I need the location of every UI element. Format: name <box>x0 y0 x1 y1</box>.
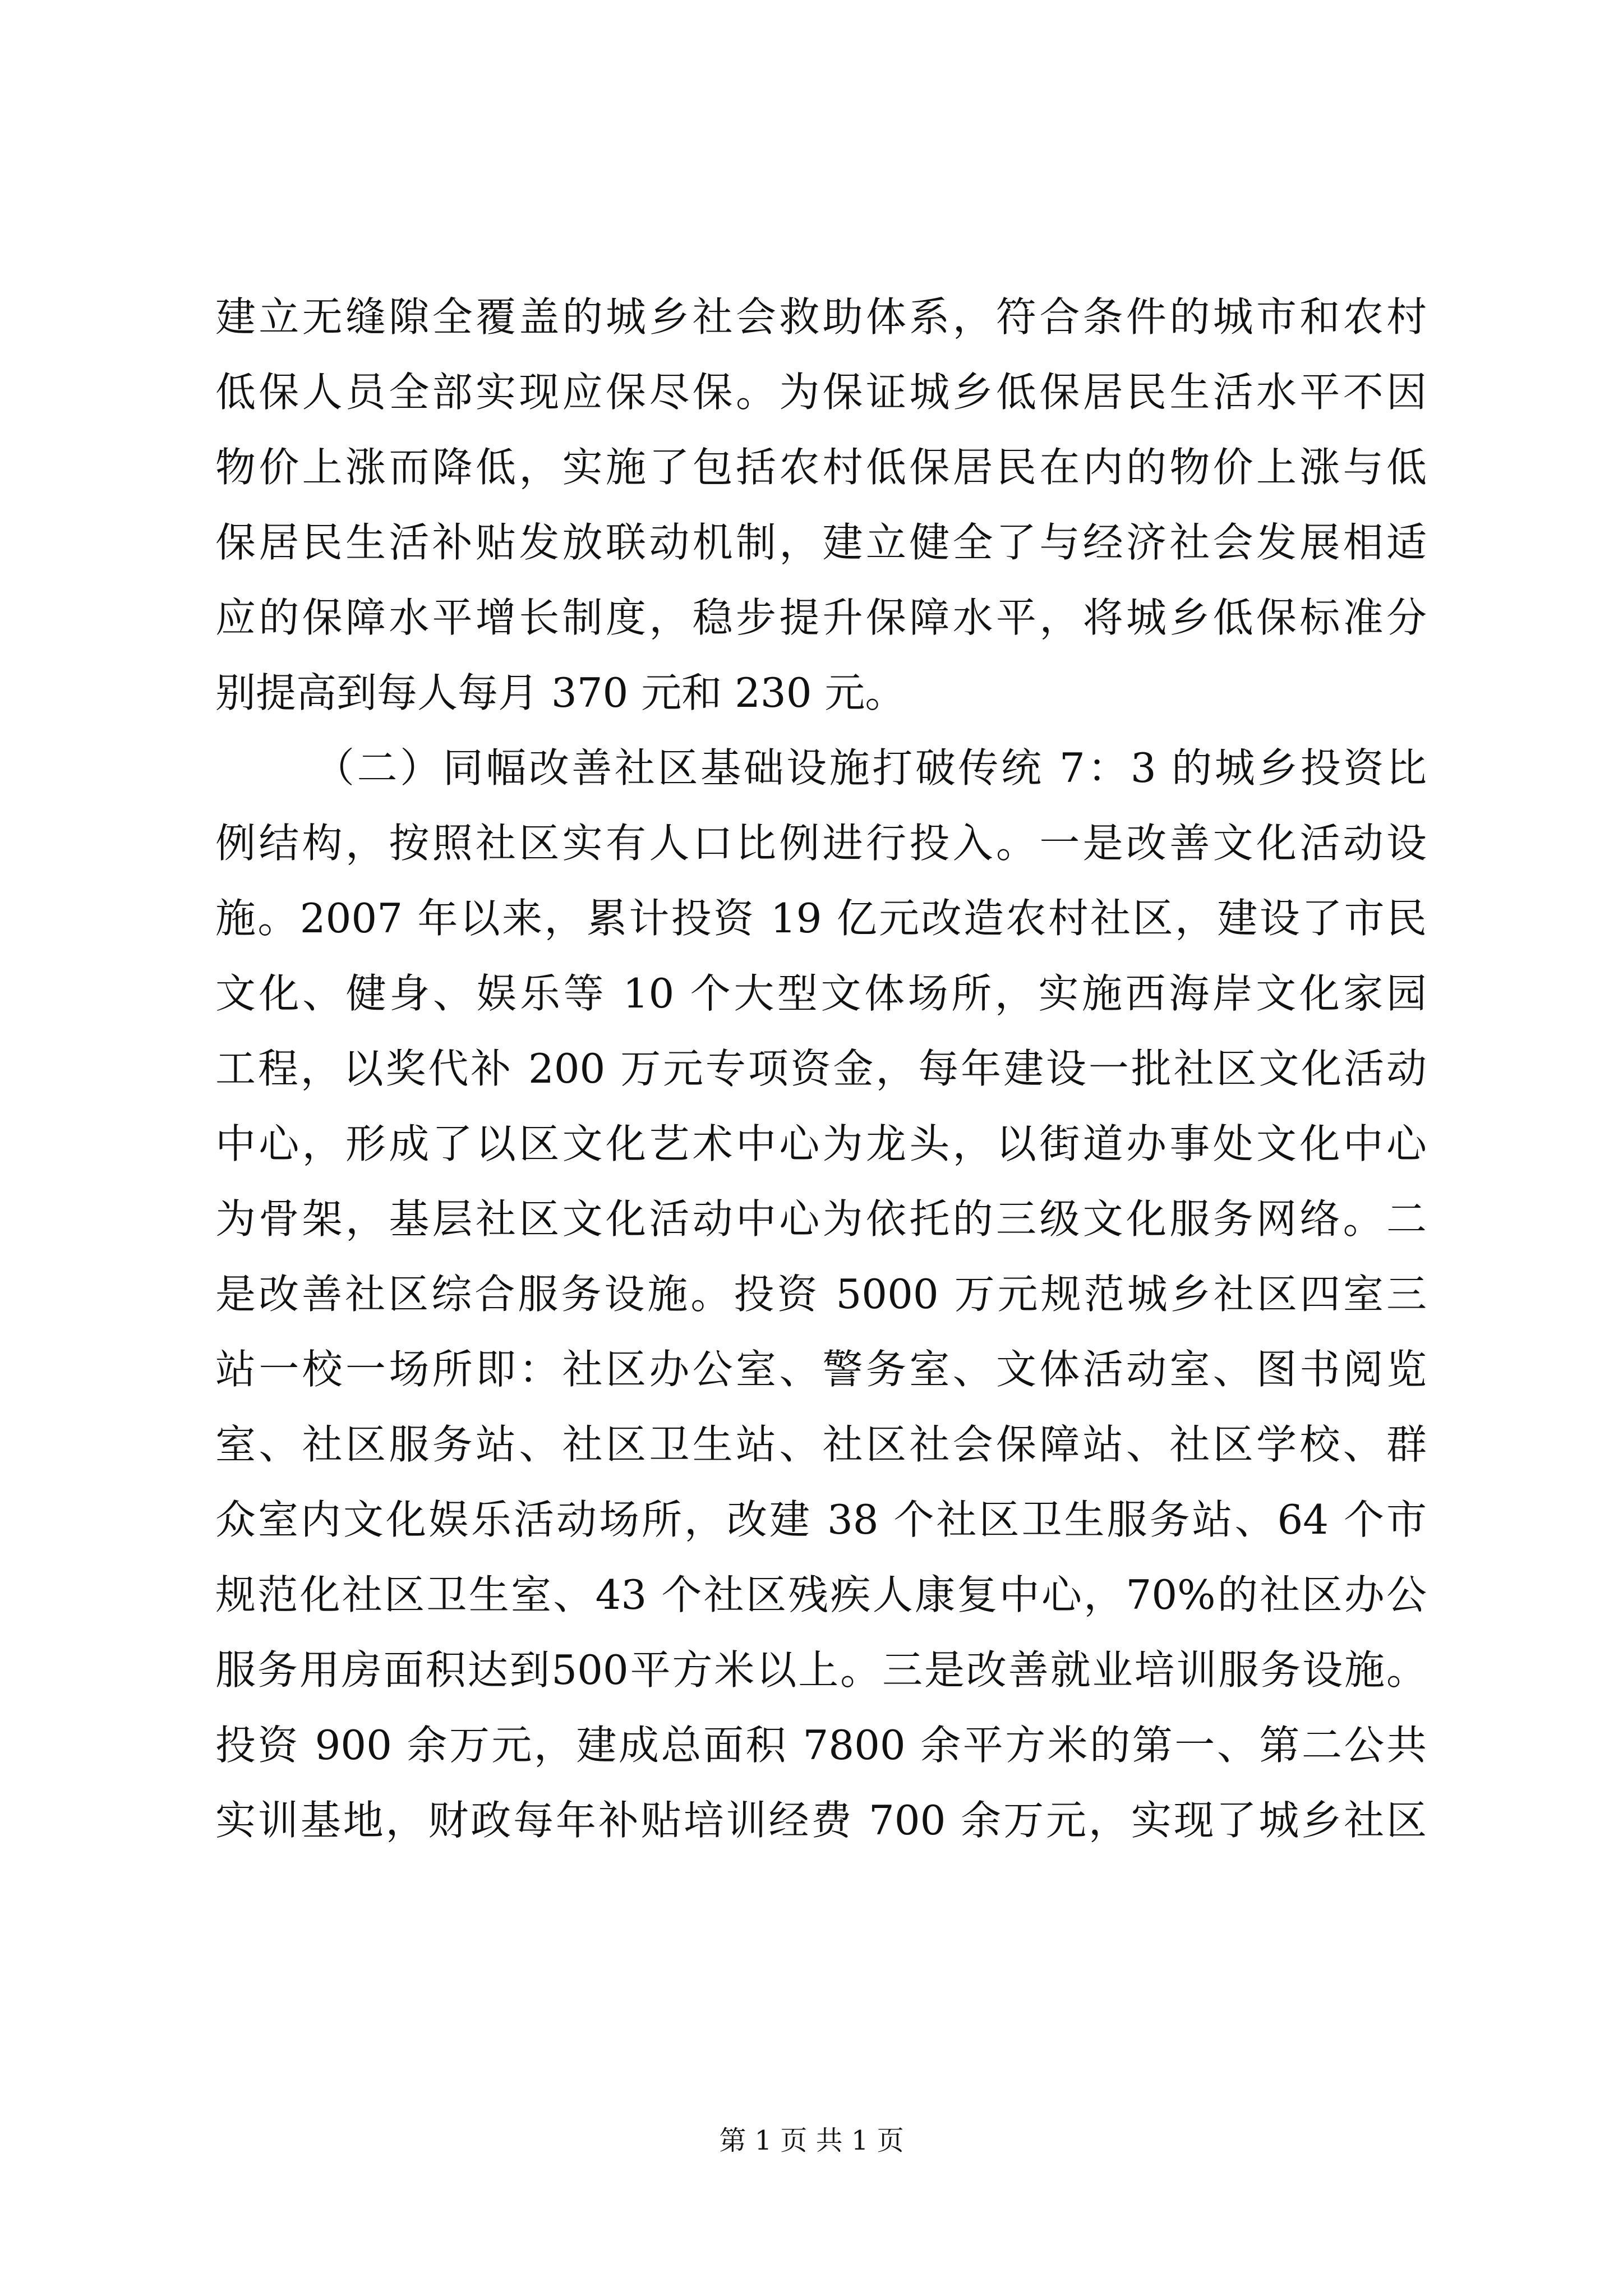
text-line: 是改善社区综合服务设施。投资 5000 万元规范城乡社区四室三 <box>215 1271 1427 1318</box>
section-heading-line: （二）同幅改善社区基础设施打破传统 7：3 的城乡投资比 <box>314 744 1427 792</box>
text-line: 为骨架，基层社区文化活动中心为依托的三级文化服务网络。二 <box>215 1195 1427 1243</box>
text-line: 低保人员全部实现应保尽保。为保证城乡低保居民生活水平不因 <box>215 369 1427 416</box>
text-line: 建立无缝隙全覆盖的城乡社会救助体系，符合条件的城市和农村 <box>215 293 1427 341</box>
text-line: 规范化社区卫生室、43 个社区残疾人康复中心，70%的社区办公 <box>215 1571 1427 1618</box>
text-line: 施。2007 年以来，累计投资 19 亿元改造农村社区，建设了市民 <box>215 895 1427 942</box>
text-line: 服务用房面积达到500平方米以上。三是改善就业培训服务设施。 <box>215 1646 1427 1694</box>
text-line: 中心，形成了以区文化艺术中心为龙头，以街道办事处文化中心 <box>215 1120 1427 1167</box>
text-line: 例结构，按照社区实有人口比例进行投入。一是改善文化活动设 <box>215 820 1427 867</box>
text-line: 投资 900 余万元，建成总面积 7800 余平方米的第一、第二公共 <box>215 1722 1427 1769</box>
body-text <box>215 279 1427 1858</box>
text-line: 众室内文化娱乐活动场所，改建 38 个社区卫生服务站、64 个市 <box>215 1496 1427 1543</box>
page-footer: 第 1 页 共 1 页 <box>719 2125 904 2156</box>
text-line: 别提高到每人每月 370 元和 230 元。 <box>215 669 906 716</box>
text-line: 保居民生活补贴发放联动机制，建立健全了与经济社会发展相适 <box>215 519 1427 566</box>
text-line: 应的保障水平增长制度，稳步提升保障水平，将城乡低保标准分 <box>215 594 1427 641</box>
text-line: 实训基地，财政每年补贴培训经费 700 余万元，实现了城乡社区 <box>215 1797 1427 1844</box>
text-line: 工程，以奖代补 200 万元专项资金，每年建设一批社区文化活动 <box>215 1045 1427 1092</box>
text-line: 物价上涨而降低，实施了包括农村低保居民在内的物价上涨与低 <box>215 444 1427 491</box>
text-line: 文化、健身、娱乐等 10 个大型文体场所，实施西海岸文化家园 <box>215 970 1427 1017</box>
text-line: 站一校一场所即：社区办公室、警务室、文体活动室、图书阅览 <box>215 1346 1427 1393</box>
text-line: 室、社区服务站、社区卫生站、社区社会保障站、社区学校、群 <box>215 1421 1427 1468</box>
